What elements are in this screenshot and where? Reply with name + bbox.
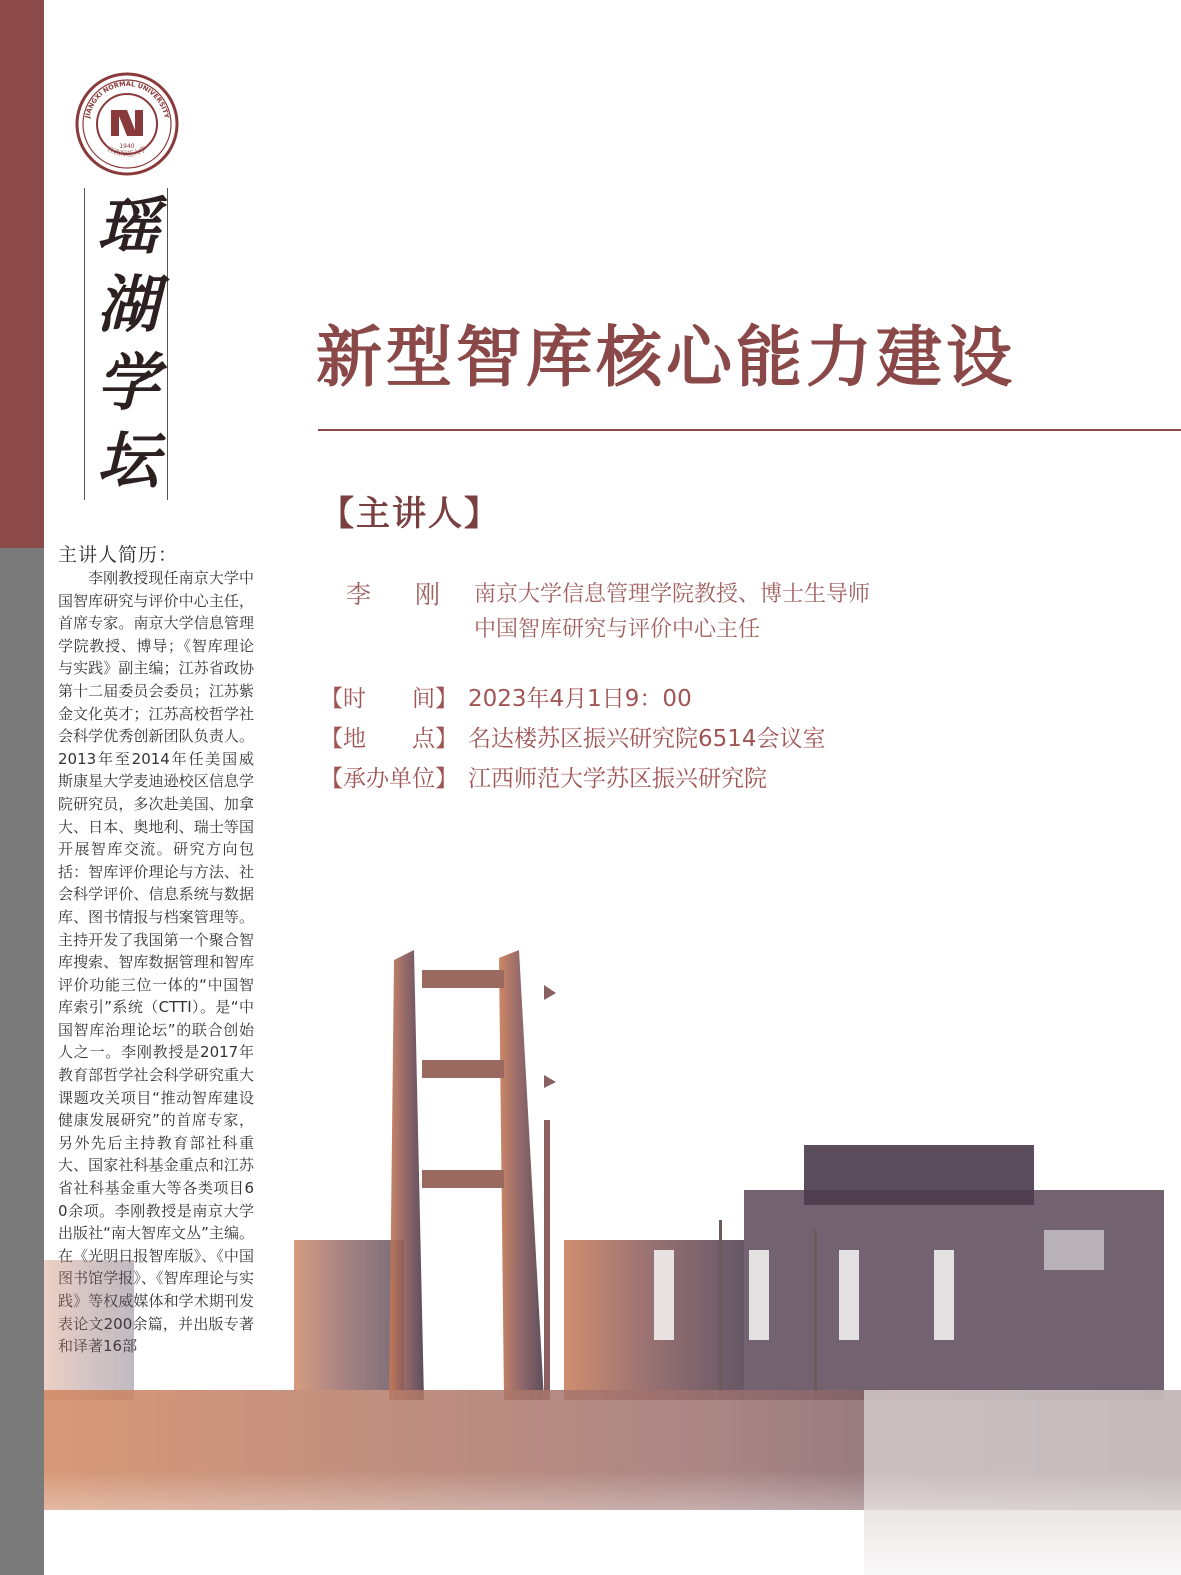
svg-text:1940: 1940 <box>119 143 135 150</box>
svg-text:江西师范大学: 江西师范大学 <box>106 145 148 159</box>
campus-building-illustration <box>44 930 1181 1575</box>
info-row-organizer <box>320 760 767 793</box>
info-value: 2023年4月1日9：00 <box>468 686 692 712</box>
info-label: 【承办单位】 <box>320 766 458 792</box>
speaker-name: 李 刚 <box>346 580 458 609</box>
page-title: 新型智库核心能力建设 <box>316 319 1016 396</box>
title-divider <box>318 429 1181 431</box>
info-value: 江西师范大学苏区振兴研究院 <box>468 766 767 792</box>
series-char: 坛 <box>96 424 159 497</box>
bio-heading: 主讲人简历： <box>58 544 179 566</box>
university-seal-logo <box>75 72 179 176</box>
info-label: 【时 间】 <box>320 686 458 712</box>
info-value: 名达楼苏区振兴研究院6514会议室 <box>468 726 826 752</box>
svg-text:JIANGXI NORMAL UNIVERSITY: JIANGXI NORMAL UNIVERSITY <box>83 79 171 119</box>
left-band-red <box>0 0 44 548</box>
info-row-location <box>320 720 826 753</box>
series-char: 学 <box>96 346 159 419</box>
info-row-time <box>320 680 692 713</box>
series-char: 湖 <box>96 268 159 341</box>
series-title-calligraphy <box>93 188 163 500</box>
speaker-heading: 【主讲人】 <box>320 494 500 534</box>
bio-text: 李刚教授现任南京大学中国智库研究与评价中心主任，首席专家。南京大学信息管理学院教授、博导；《智库理论与实践》副主编；江苏省政协第十二届委员会委员；江苏紫金文化英才；江苏高校哲学社会科学优秀创新团队负责人。2013年至2014年任美国威斯康星大学麦迪逊校区信息学院研究员，多次赴美国、加拿大、日本、奥地利、瑞士等国开展智库交流。研究方向包括：智库评价理论与方法、社会科学评价、信息系统与数据库、图书情报与档案管理等。主持开发了我国第一个聚合智库搜索、智库数据管理和智库评价功能三位一体的“中国智库索引”系统（CTTI）。是“中国智库治理论坛”的联合创始人之一。李刚教授是2017年教育部哲学社会科学研究重大课题攻关项目“推动智库建设健康发展研究”的首席专家，另外先后主持教育部社科重大、国家社科基金重点和江苏省社科基金重大等各类项目60余项。李刚教授是南京大学出版社“南大智库文丛”主编。在《光明日报智库版》、《中国图书馆学报》、《智库理论与实践》等权威媒体和学术期刊发表论文200余篇，并出版专著和译著16部 <box>58 569 254 1356</box>
speaker-title-line: 南京大学信息管理学院教授、博士生导师 <box>474 582 871 607</box>
left-band-gray <box>0 548 44 1575</box>
info-label: 【地 点】 <box>320 726 458 752</box>
series-char: 瑶 <box>96 190 159 263</box>
speaker-title-line: 中国智库研究与评价中心主任 <box>474 617 761 642</box>
